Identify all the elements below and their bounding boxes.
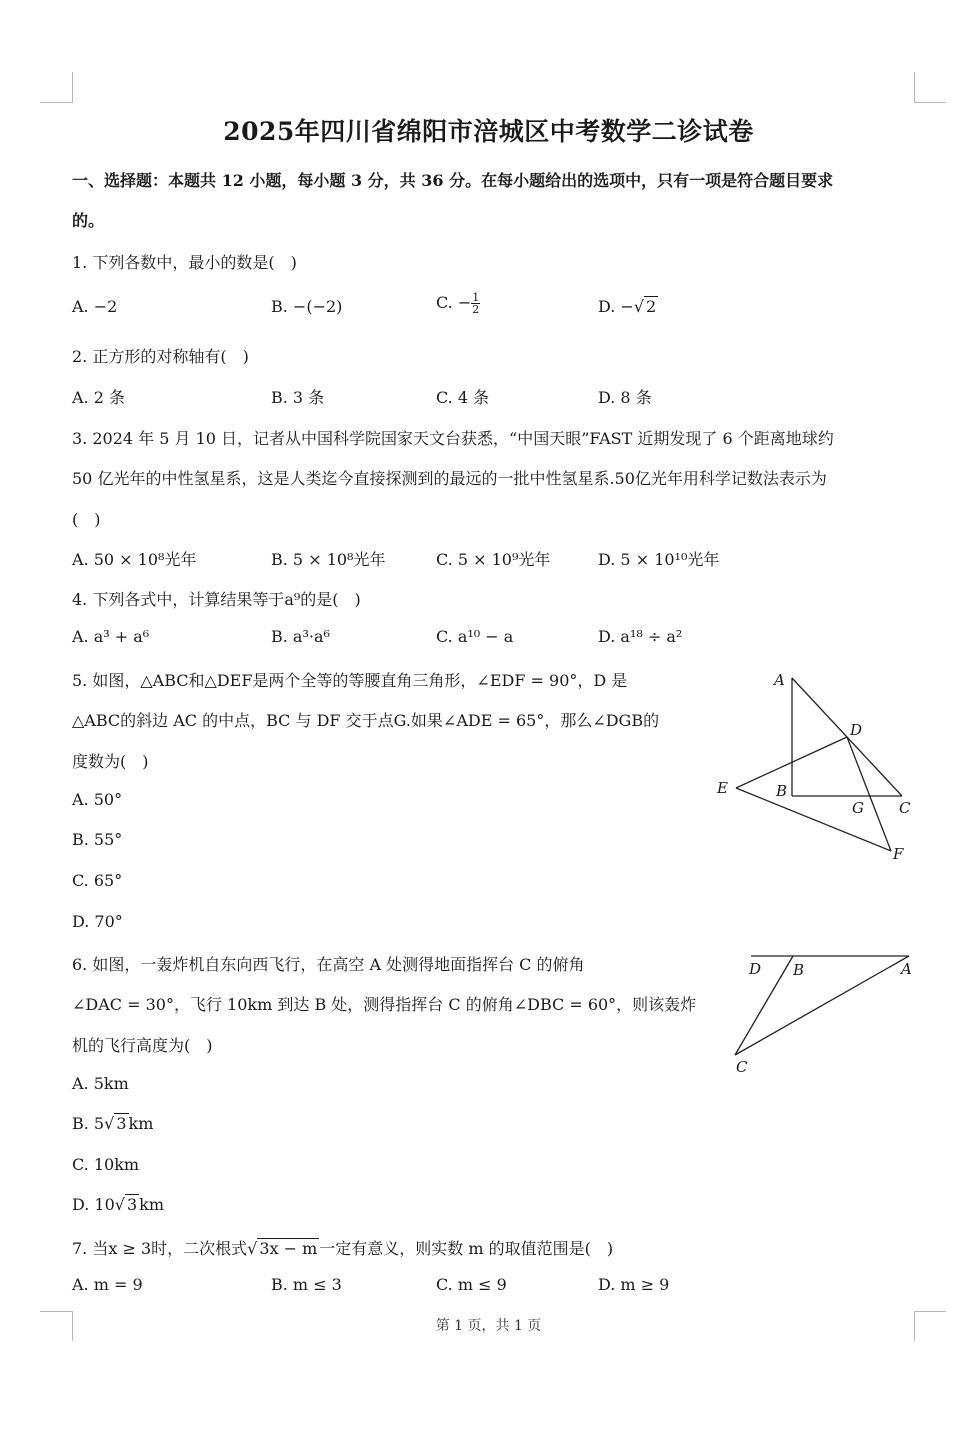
q6-stem-line2: ∠DAC = 30°，飞行 10km 到达 B 处，测得指挥台 C 的俯角∠DBC = 60°，则该轰炸 [72, 995, 697, 1014]
q5-option-c: C. 65° [72, 871, 123, 890]
q3-option-b: B. 5 × 10⁸光年 [271, 550, 386, 569]
q5-stem-line3: 度数为( ) [72, 752, 149, 771]
crop-mark-top-right-v [914, 72, 915, 103]
q6-option-c: C. 10km [72, 1155, 140, 1174]
q1-option-c-denominator: 2 [472, 303, 480, 316]
q4-option-c: C. a¹⁰ − a [436, 627, 514, 646]
q6-option-a: A. 5km [72, 1074, 129, 1093]
q5-figure [710, 665, 930, 865]
page-footer: 第 1 页，共 1 页 [435, 1318, 542, 1334]
q5-stem-line2: △ABC的斜边 AC 的中点，BC 与 DF 交于点G.如果∠ADE = 65°，那么∠DGB的 [72, 711, 660, 730]
q5-label-a: A [774, 671, 785, 689]
q3-option-d: D. 5 × 10¹⁰光年 [598, 550, 720, 569]
q2-option-b: B. 3 条 [271, 388, 325, 407]
q7-option-d: D. m ≥ 9 [598, 1275, 670, 1294]
q3-stem-line3: ( ) [72, 510, 101, 529]
q7-stem-suffix: 一定有意义，则实数 m 的取值范围是( ) [319, 1239, 614, 1258]
q3-stem-line2: 50 亿光年的中性氢星系，这是人类迄今直接探测到的最远的一批中性氢星系.50亿光年用科学记数法表示为 [72, 469, 827, 488]
q7-option-c: C. m ≤ 9 [436, 1275, 507, 1294]
q6-stem-line3: 机的飞行高度为( ) [72, 1036, 213, 1055]
q2-option-c: C. 4 条 [436, 388, 490, 407]
q6-option-b [72, 1114, 153, 1133]
q2-option-a: A. 2 条 [72, 388, 125, 407]
q2-stem: 2. 正方形的对称轴有( ) [72, 347, 249, 366]
q5-label-e: E [717, 779, 728, 797]
q6-option-d-suffix: km [139, 1195, 165, 1214]
q4-option-d: D. a¹⁸ ÷ a² [598, 627, 683, 646]
q6-option-b-prefix: B. 5√ [72, 1114, 115, 1133]
q6-stem-line1: 6. 如图，一轰炸机自东向西飞行，在高空 A 处测得地面指挥台 C 的俯角 [72, 955, 585, 974]
q6-option-b-suffix: km [128, 1114, 154, 1133]
crop-mark-bottom-left-h [40, 1311, 72, 1312]
q6-option-d-prefix: D. 10√ [72, 1195, 125, 1214]
crop-mark-bottom-right-h [914, 1311, 946, 1312]
q4-stem: 4. 下列各式中，计算结果等于a⁹的是( ) [72, 590, 361, 609]
crop-mark-top-left-h [40, 102, 72, 103]
crop-mark-top-left-v [72, 72, 73, 103]
q5-label-b: B [776, 782, 788, 800]
q4-option-b: B. a³·a⁶ [271, 627, 330, 646]
q7-option-b: B. m ≤ 3 [271, 1275, 342, 1294]
q1-option-b: B. −(−2) [271, 297, 343, 316]
q6-label-c: C [736, 1058, 748, 1076]
section-heading-line2: 的。 [72, 211, 105, 230]
q7-stem-prefix: 7. 当x ≥ 3时，二次根式√ [72, 1239, 258, 1258]
q1-option-d-radicand: 2 [646, 297, 657, 316]
q5-option-d: D. 70° [72, 912, 123, 931]
q5-option-a: A. 50° [72, 790, 123, 809]
q1-option-c-fraction [471, 292, 480, 315]
q6-label-d: D [749, 960, 762, 978]
q1-option-a: A. −2 [72, 297, 118, 316]
q7-stem [72, 1236, 613, 1259]
q1-option-c [436, 292, 480, 315]
q5-segment-ef [736, 788, 891, 851]
q6-label-b: B [793, 961, 805, 979]
q5-label-d: D [850, 721, 863, 739]
q2-option-d: D. 8 条 [598, 388, 652, 407]
q5-stem-line1: 5. 如图，△ABC和△DEF是两个全等的等腰直角三角形，∠EDF = 90°，D 是 [72, 671, 628, 690]
crop-mark-top-right-h [914, 102, 946, 103]
q4-option-a: A. a³ + a⁶ [72, 627, 150, 646]
q6-option-d-radicand: 3 [126, 1195, 138, 1214]
q5-option-b: B. 55° [72, 830, 123, 849]
q6-figure [725, 945, 925, 1080]
q1-option-d-prefix: D. −√ [598, 297, 645, 316]
q5-segment-df [847, 737, 891, 851]
q1-stem: 1. 下列各数中，最小的数是( ) [72, 253, 297, 272]
q1-option-c-prefix: C. − [436, 293, 472, 312]
q3-stem-line1: 3. 2024 年 5 月 10 日，记者从中国科学院国家天文台获悉，“中国天眼”FAST 近期发现了 6 个距离地球约 [72, 429, 834, 448]
q1-option-c-numerator: 1 [472, 291, 480, 304]
q3-option-c: C. 5 × 10⁹光年 [436, 550, 551, 569]
q1-option-d [598, 297, 658, 316]
q5-label-g: G [852, 799, 864, 817]
q7-stem-radicand: 3x − m [259, 1239, 318, 1258]
q6-option-b-radicand: 3 [116, 1114, 127, 1133]
q6-option-d [72, 1195, 164, 1214]
q6-segment-ac [735, 956, 909, 1055]
q3-option-a: A. 50 × 10⁸光年 [72, 550, 197, 569]
q6-label-a: A [901, 960, 912, 978]
q5-label-f: F [893, 845, 904, 863]
q7-option-a: A. m = 9 [72, 1275, 143, 1294]
page-title: 2025年四川省绵阳市涪城区中考数学二诊试卷 [223, 117, 754, 146]
section-heading-line1: 一、选择题：本题共 12 小题，每小题 3 分，共 36 分。在每小题给出的选项中，只有一项是符合题目要求 [72, 171, 834, 190]
q5-label-c: C [899, 799, 911, 817]
q6-segment-bc [735, 956, 793, 1055]
